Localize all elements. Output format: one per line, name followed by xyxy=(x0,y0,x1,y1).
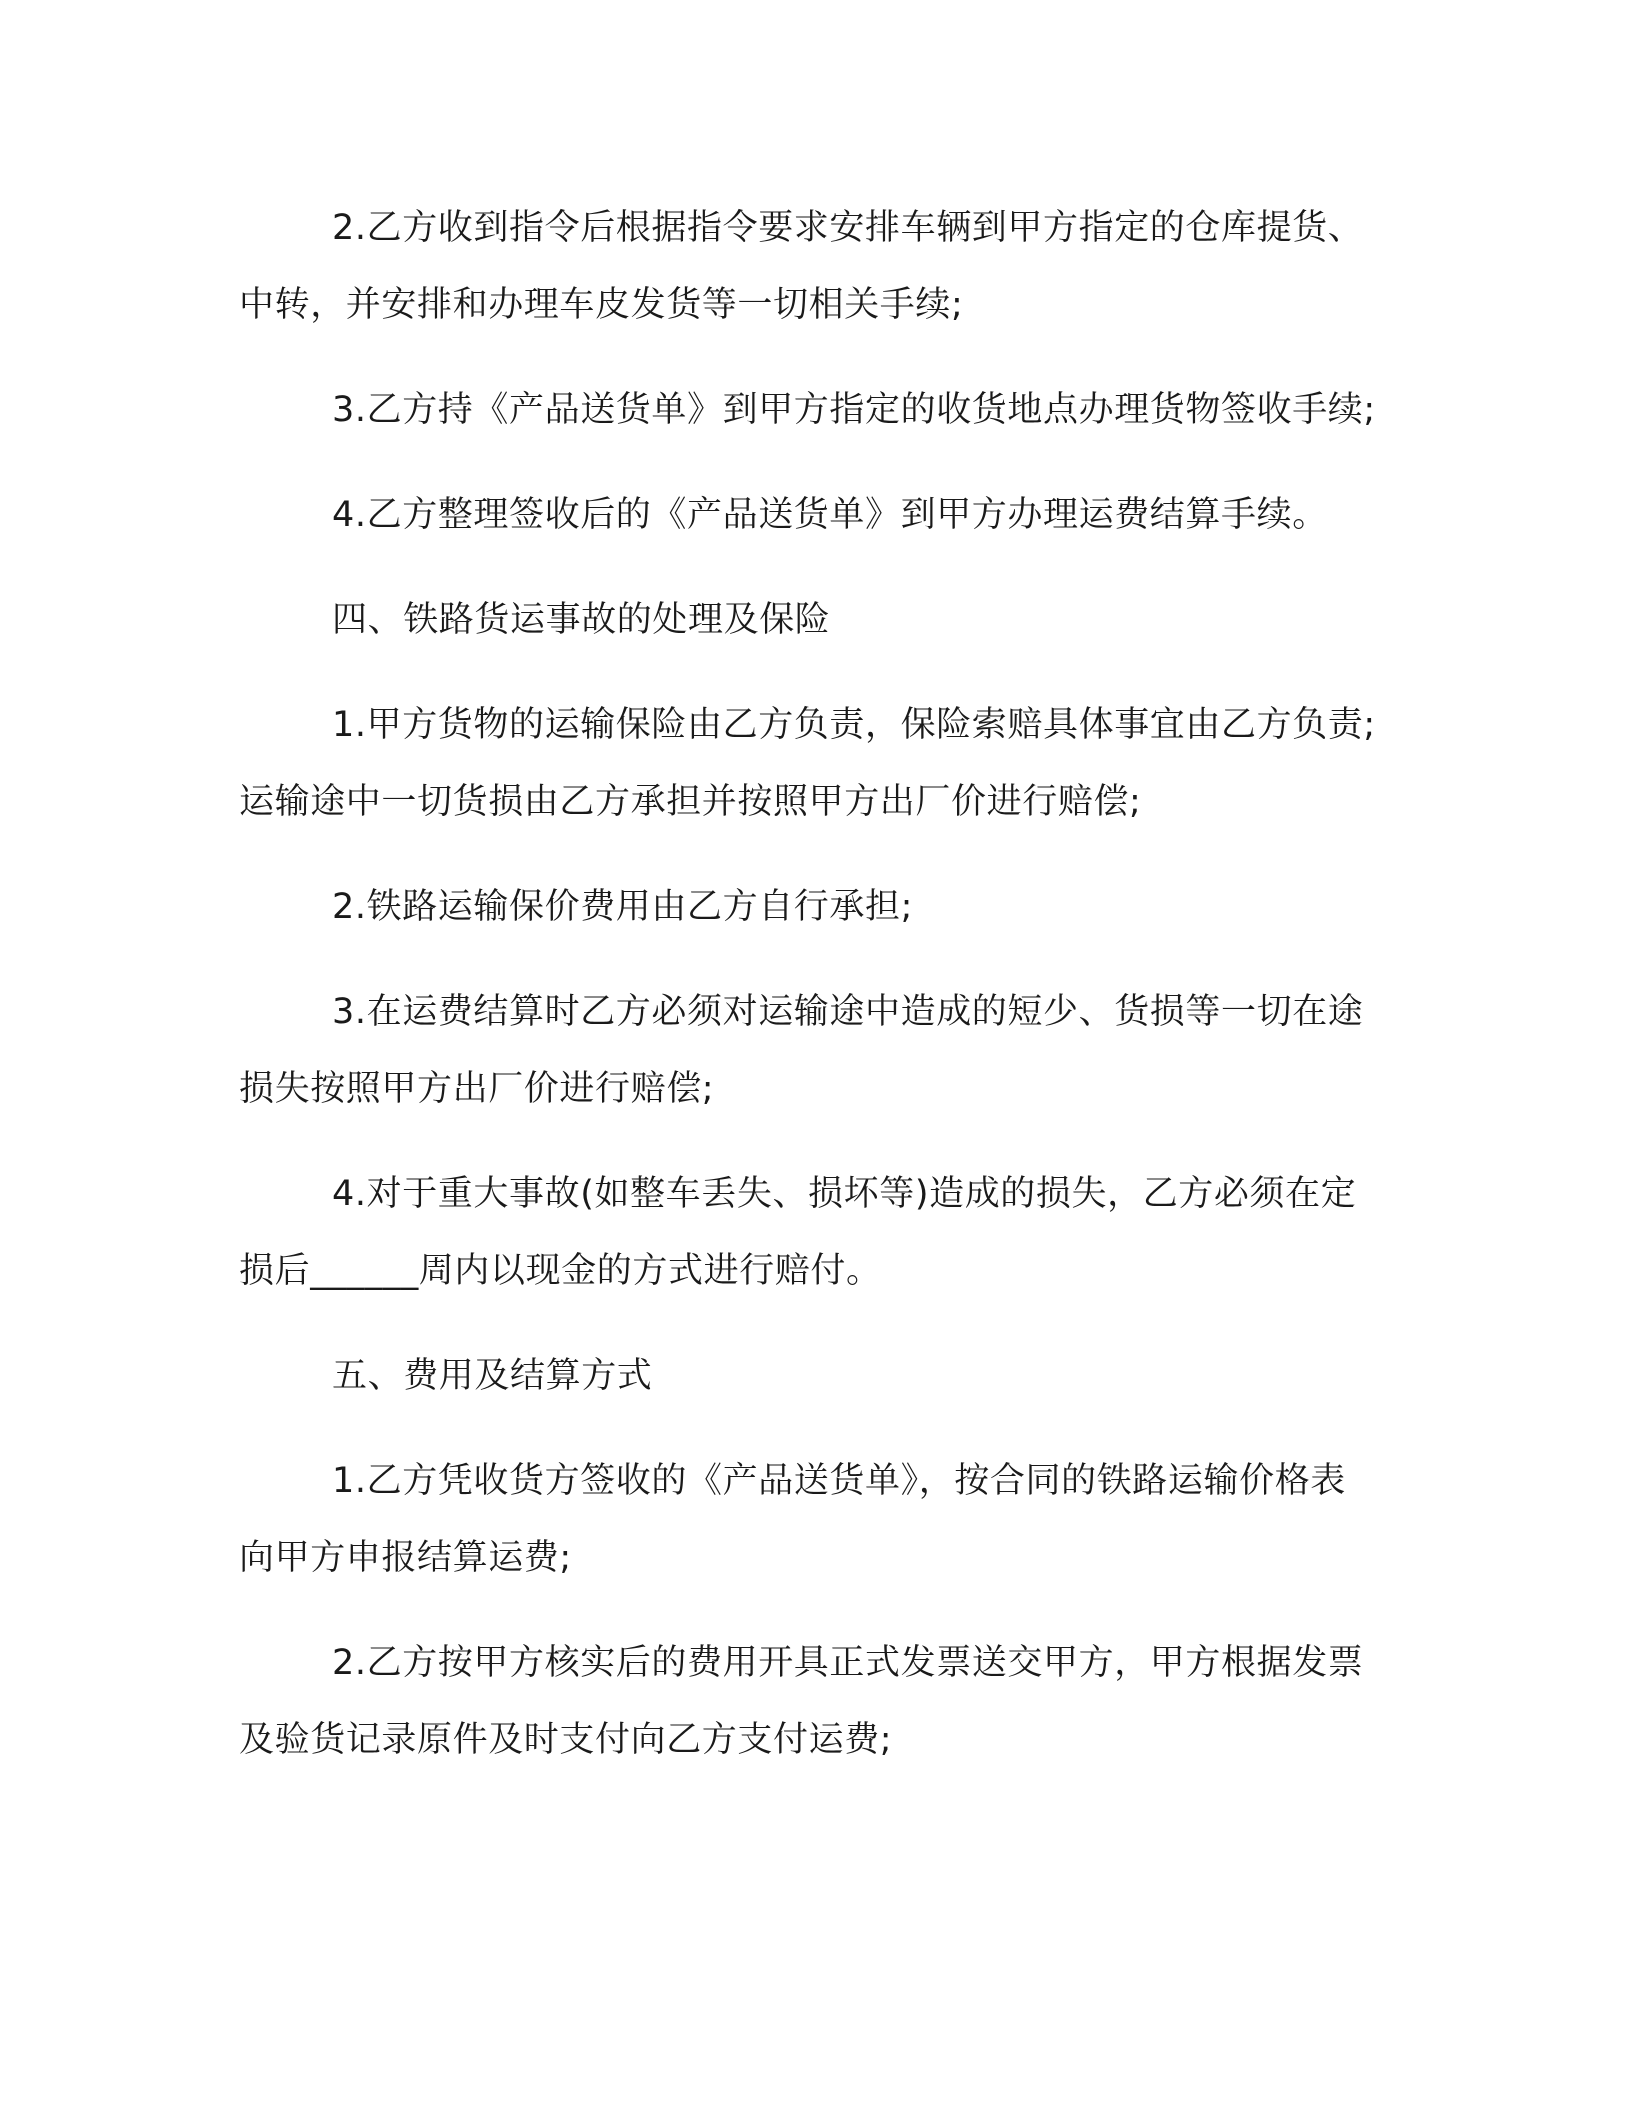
paragraph-clause-5-1: 1.乙方凭收货方签收的《产品送货单》，按合同的铁路运输价格表向甲方申报结算运费; xyxy=(239,1461,1346,1578)
document-body xyxy=(239,190,1379,1779)
paragraph-clause-3-4: 4.乙方整理签收后的《产品送货单》到甲方办理运费结算手续。 xyxy=(332,495,1328,535)
paragraph-clause-4-3: 3.在运费结算时乙方必须对运输途中造成的短少、货损等一切在途损失按照甲方出厂价进行赔偿; xyxy=(239,992,1364,1109)
paragraph-clause-4-4: 4.对于重大事故(如整车丢失、损坏等)造成的损失，乙方必须在定损后______周内以现金的方式进行赔付。 xyxy=(239,1174,1357,1291)
paragraph-clause-5-2: 2.乙方按甲方核实后的费用开具正式发票送交甲方，甲方根据发票及验货记录原件及时支付向乙方支付运费; xyxy=(239,1643,1364,1760)
paragraph-clause-3-3: 3.乙方持《产品送货单》到甲方指定的收货地点办理货物签收手续; xyxy=(332,390,1376,430)
paragraph-clause-3-2: 2.乙方收到指令后根据指令要求安排车辆到甲方指定的仓库提货、中转，并安排和办理车皮发货等一切相关手续; xyxy=(239,208,1364,325)
section-heading-5: 五、费用及结算方式 xyxy=(332,1356,653,1396)
paragraph-clause-4-2: 2.铁路运输保价费用由乙方自行承担; xyxy=(332,887,913,927)
section-heading-4: 四、铁路货运事故的处理及保险 xyxy=(332,600,831,640)
paragraph-clause-4-1: 1.甲方货物的运输保险由乙方负责，保险索赔具体事宜由乙方负责;运输途中一切货损由乙方承担并按照甲方出厂价进行赔偿; xyxy=(239,705,1376,822)
